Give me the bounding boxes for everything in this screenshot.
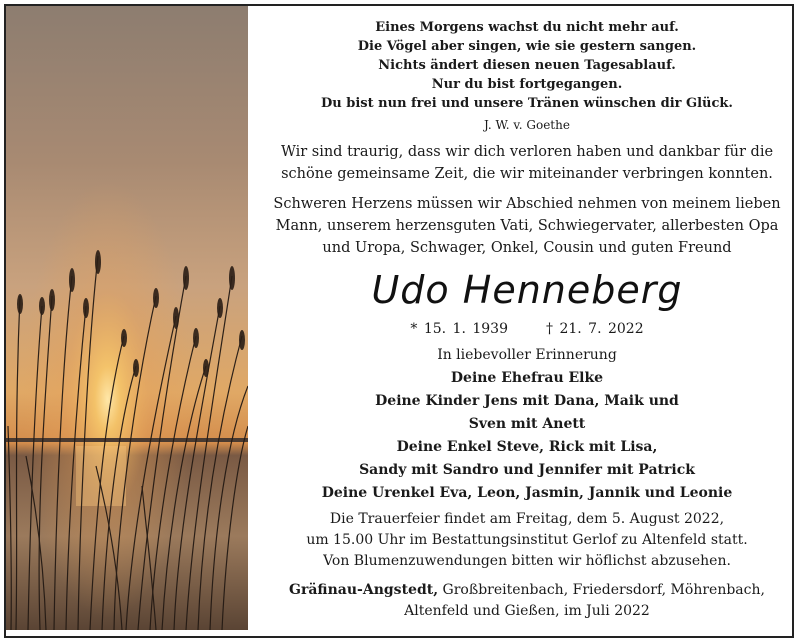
poem-author: J. W. v. Goethe [484,118,570,132]
funeral-line: um 15.00 Uhr im Bestattungsinstitut Gerlof zu Altenfeld statt. [306,532,748,548]
funeral-notice [262,509,792,572]
intro-line: schöne gemeinsame Zeit, die wir miteinander verbringen konnten. [281,166,773,182]
funeral-line: Von Blumenzuwendungen bitten wir höflichst abzusehen. [323,553,731,569]
farewell-paragraph [262,193,792,259]
poem-line: Du bist nun frei und unsere Tränen wünschen dir Glück. [321,96,733,111]
poem-line: Eines Morgens wachst du nicht mehr auf. [375,20,679,35]
deceased-name: Udo Henneberg [371,268,683,312]
farewell-line: und Uropa, Schwager, Onkel, Cousin und guten Freund [322,240,732,256]
poem-line: Nur du bist fortgegangen. [431,77,623,92]
poem-line: Die Vögel aber singen, wie sie gestern sangen. [357,39,697,54]
poem-line: Nichts ändert diesen neuen Tagesablauf. [378,58,676,73]
family-line: Deine Urenkel Eva, Leon, Jasmin, Jannik und Leonie [321,485,733,501]
farewell-line: Mann, unserem herzensguten Vati, Schwiegervater, allerbesten Opa [275,218,779,234]
intro-line: Wir sind traurig, dass wir dich verloren haben und dankbar für die [280,144,774,160]
family-line: Sandy mit Sandro und Jennifer mit Patrick [359,462,695,478]
place-rest: Großbreitenbach, Friedersdorf, Möhrenbach, [442,582,765,598]
family-line: Sven mit Anett [468,416,586,432]
life-dates [262,319,792,339]
funeral-line: Die Trauerfeier findet am Freitag, dem 5. August 2022, [329,511,725,527]
family-list [262,367,792,505]
sunset-reeds-photo [6,6,248,630]
place-town: Gräfinau-Angstedt, [289,582,439,598]
birth-date: * 15. 1. 1939 [410,321,508,337]
farewell-line: Schweren Herzens müssen wir Abschied nehmen von meinem lieben [273,196,781,212]
place-line2: Altenfeld und Gießen, im Juli 2022 [404,603,650,619]
death-date: † 21. 7. 2022 [546,321,644,337]
family-line: Deine Ehefrau Elke [450,370,604,386]
place-and-date [262,580,792,622]
family-line: Deine Enkel Steve, Rick mit Lisa, [396,439,658,455]
obituary-text [262,18,792,622]
intro-paragraph [262,141,792,185]
poem [262,18,792,113]
family-line: Deine Kinder Jens mit Dana, Maik und [375,393,679,409]
remembrance-line: In liebevoller Erinnerung [437,347,617,363]
sunset-reeds-image [6,6,248,630]
